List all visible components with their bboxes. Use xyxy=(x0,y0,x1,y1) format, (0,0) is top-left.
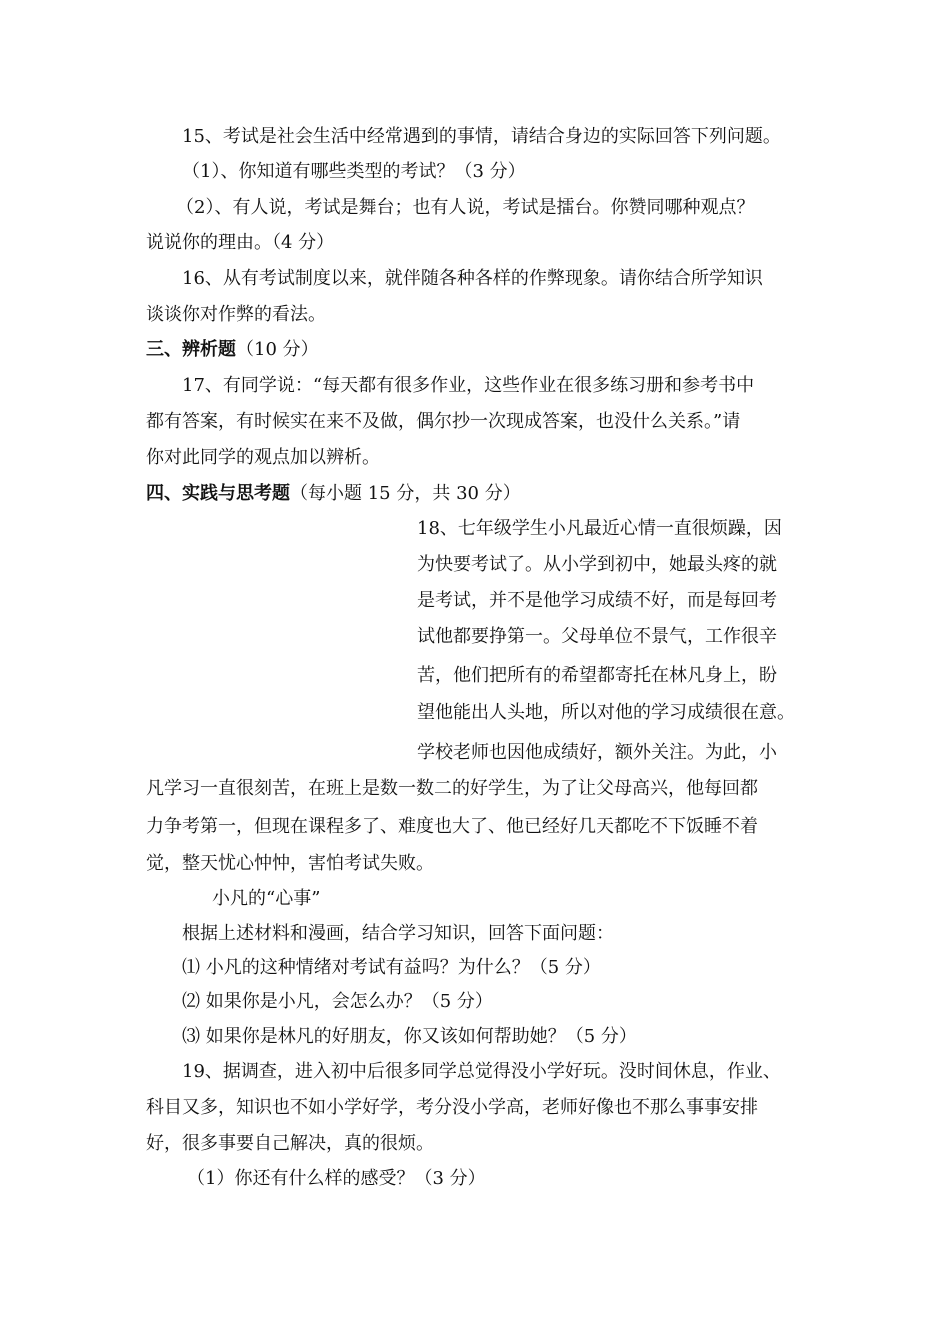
q18-narrow-line: 望他能出人头地，所以对他的学习成绩很在意。 xyxy=(417,702,795,723)
q15-subquestion-2-line1: （2）、有人说，考试是舞台；也有人说，考试是擂台。你赞同哪种观点？ xyxy=(176,197,755,218)
section-4-heading xyxy=(146,481,521,507)
q17-line1: 17、有同学说：“每天都有很多作业，这些作业在很多练习册和参考书中 xyxy=(182,375,755,396)
section-4-score: （每小题 15 分，共 30 分） xyxy=(290,483,521,504)
q15-subquestion-2-line2: 说说你的理由。（4 分） xyxy=(146,232,335,253)
q18-full-line: 觉，整天忧心忡忡，害怕考试失败。 xyxy=(146,853,434,874)
q19-line1: 19、据调查，进入初中后很多同学总觉得没小学好玩。没时间休息，作业、 xyxy=(182,1061,781,1082)
q18-narrow-line: 苦，他们把所有的希望都寄托在林凡身上，盼 xyxy=(417,665,777,686)
q18-full-line: 力争考第一，但现在课程多了、难度也大了、他已经好几天都吃不下饭睡不着 xyxy=(146,816,758,837)
section-3-heading xyxy=(146,337,319,363)
q18-question-2: ⑵ 如果你是小凡，会怎么办？（5 分） xyxy=(182,991,493,1012)
q17-line3: 你对此同学的观点加以辨析。 xyxy=(146,447,380,468)
q19-subquestion-1: （1）你还有什么样的感受？（3 分） xyxy=(187,1168,486,1189)
q18-narrow-line: 是考试，并不是他学习成绩不好，而是每回考 xyxy=(417,590,777,611)
q18-narrow-line: 试他都要挣第一。父母单位不景气，工作很辛 xyxy=(417,626,777,647)
q16-line1: 16、从有考试制度以来，就伴随各种各样的作弊现象。请你结合所学知识 xyxy=(182,268,763,289)
q16-line2: 谈谈你对作弊的看法。 xyxy=(146,304,326,325)
q17-line2: 都有答案，有时候实在来不及做，偶尔抄一次现成答案，也没什么关系。”请 xyxy=(146,411,741,432)
section-4-title: 四、实践与思考题 xyxy=(146,483,290,504)
q18-question-3: ⑶ 如果你是林凡的好朋友，你又该如何帮助她？（5 分） xyxy=(182,1026,637,1047)
q18-question-1: ⑴ 小凡的这种情绪对考试有益吗？为什么？（5 分） xyxy=(182,957,601,978)
q15-subquestion-1: （1）、你知道有哪些类型的考试？（3 分） xyxy=(182,161,526,182)
section-3-score: （10 分） xyxy=(236,339,319,360)
q18-full-line: 凡学习一直很刻苦，在班上是数一数二的好学生，为了让父母高兴，他每回都 xyxy=(146,778,758,799)
q18-prompt: 根据上述材料和漫画，结合学习知识，回答下面问题： xyxy=(182,923,614,944)
section-3-title: 三、辨析题 xyxy=(146,339,236,360)
q18-narrow-line: 为快要考试了。从小学到初中，她最头疼的就 xyxy=(417,554,777,575)
cartoon-caption: 小凡的“心事” xyxy=(212,888,321,909)
q19-line2: 科目又多，知识也不如小学好学，考分没小学高，老师好像也不那么事事安排 xyxy=(146,1097,758,1118)
q19-line3: 好，很多事要自己解决，真的很烦。 xyxy=(146,1133,434,1154)
q18-narrow-line: 学校老师也因他成绩好，额外关注。为此，小 xyxy=(417,742,777,763)
q18-narrow-line: 18、七年级学生小凡最近心情一直很烦躁，因 xyxy=(417,518,782,539)
q15-stem: 15、考试是社会生活中经常遇到的事情，请结合身边的实际回答下列问题。 xyxy=(182,126,781,147)
